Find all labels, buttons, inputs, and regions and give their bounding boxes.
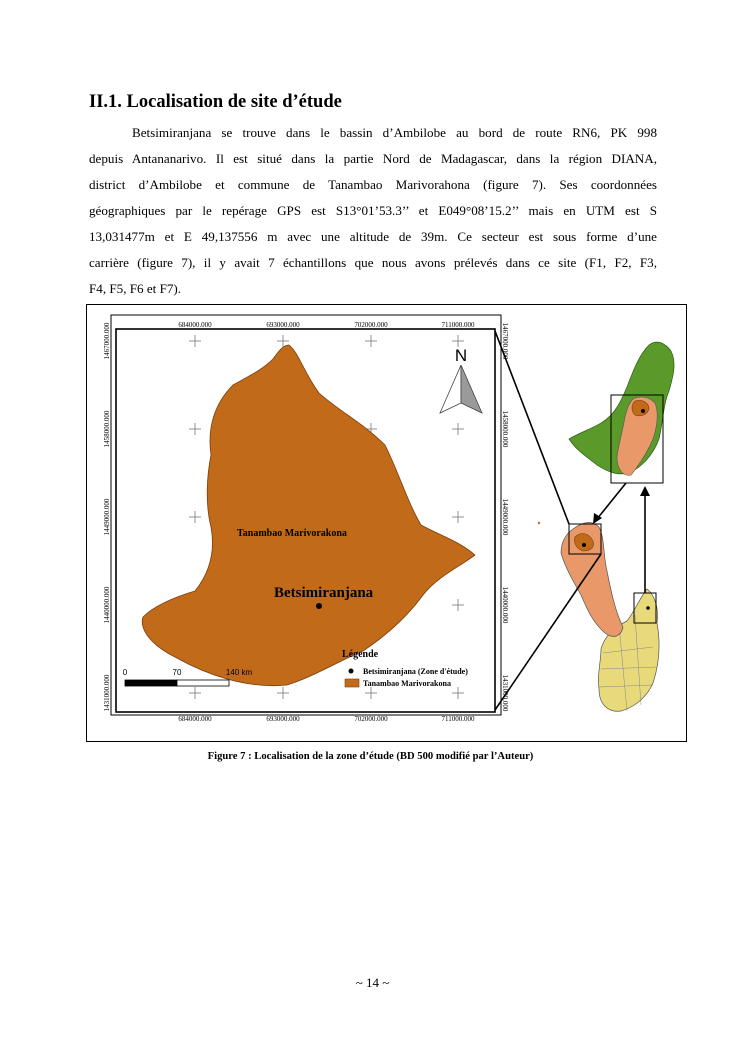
location-map xyxy=(87,305,688,743)
section-heading: II.1. Localisation de site d’étude xyxy=(89,92,342,112)
legend-title: Légende xyxy=(342,649,379,660)
paragraph-line: 13,031477m et E 49,137556 m avec une altitude de 39m. Ce secteur est sous forme d’une xyxy=(89,229,657,244)
scale-label-end: 140 km xyxy=(225,668,253,677)
y-tick-label-left: 1431000.000 xyxy=(103,674,111,712)
x-tick-label-top: 711000.000 xyxy=(441,321,475,329)
x-tick-label-top: 693000.000 xyxy=(266,321,300,329)
scale-bar-filled xyxy=(125,680,177,686)
page-number: ~ 14 ~ xyxy=(355,975,390,990)
region-site-point xyxy=(641,409,645,413)
scale-bar-empty xyxy=(177,680,229,686)
north-arrow-icon xyxy=(440,365,482,413)
x-tick-label-bottom: 684000.000 xyxy=(178,715,212,723)
x-tick-label-bottom: 711000.000 xyxy=(441,715,475,723)
site-point xyxy=(316,603,322,609)
x-tick-label-bottom: 693000.000 xyxy=(266,715,300,723)
location-map-figure xyxy=(86,304,687,742)
scale-label-zero: 0 xyxy=(122,668,128,677)
commune-polygon xyxy=(142,345,475,686)
district-site-point xyxy=(582,543,586,547)
y-tick-label-left: 1467000.000 xyxy=(103,322,111,360)
y-tick-label-right: 1467000.000 xyxy=(501,322,509,360)
y-tick-label-right: 1458000.000 xyxy=(501,410,509,448)
x-tick-label-bottom: 702000.000 xyxy=(354,715,388,723)
figure-caption: Figure 7 : Localisation de la zone d’étude (BD 500 modifié par l’Auteur) xyxy=(207,751,534,762)
legend-point-symbol xyxy=(349,669,354,674)
site-map-label: Betsimiranjana xyxy=(274,585,374,601)
paragraph-line: carrière (figure 7), il y avait 7 échantillons que nous avons prélevés dans ce site (F1, F2, F3, xyxy=(89,255,657,270)
paragraph-line: géographiques par le repérage GPS est S13°01’53.3’’ et E049°08’15.2’’ mais en UTM est S xyxy=(89,203,657,218)
y-tick-label-left: 1458000.000 xyxy=(103,410,111,448)
x-tick-label-top: 684000.000 xyxy=(178,321,212,329)
paragraph-line: depuis Antananarivo. Il est situé dans la partie Nord de Madagascar, dans la région DIANA, xyxy=(89,151,657,166)
y-tick-label-right: 1440000.000 xyxy=(501,586,509,624)
x-tick-label-top: 702000.000 xyxy=(354,321,388,329)
body-paragraph xyxy=(89,120,657,302)
commune-map-label: Tanambao Marivorakona xyxy=(237,528,347,539)
y-tick-label-right: 1431000.000 xyxy=(501,674,509,712)
north-label: N xyxy=(454,346,468,365)
district-islet xyxy=(538,522,540,524)
region-commune-highlight xyxy=(632,400,649,415)
y-tick-label-left: 1440000.000 xyxy=(103,586,111,624)
country-site-point xyxy=(646,606,650,610)
legend-item-label: Betsimiranjana (Zone d'étude) xyxy=(363,667,468,676)
paragraph-line: district d’Ambilobe et commune de Tanambao Marivorahona (figure 7). Ses coordonnées xyxy=(89,177,657,192)
legend-item-label: Tanambao Marivorakona xyxy=(363,679,451,688)
paragraph-line: F4, F5, F6 et F7). xyxy=(89,281,182,296)
connector-arrowheads xyxy=(593,486,650,524)
y-tick-label-left: 1449000.000 xyxy=(103,498,111,536)
scale-label-mid: 70 xyxy=(172,668,182,677)
paragraph-line: Betsimiranjana se trouve dans le bassin d’Ambilobe au bord de route RN6, PK 998 xyxy=(132,125,657,140)
y-tick-label-right: 1449000.000 xyxy=(501,498,509,536)
legend-polygon-swatch xyxy=(345,679,359,687)
